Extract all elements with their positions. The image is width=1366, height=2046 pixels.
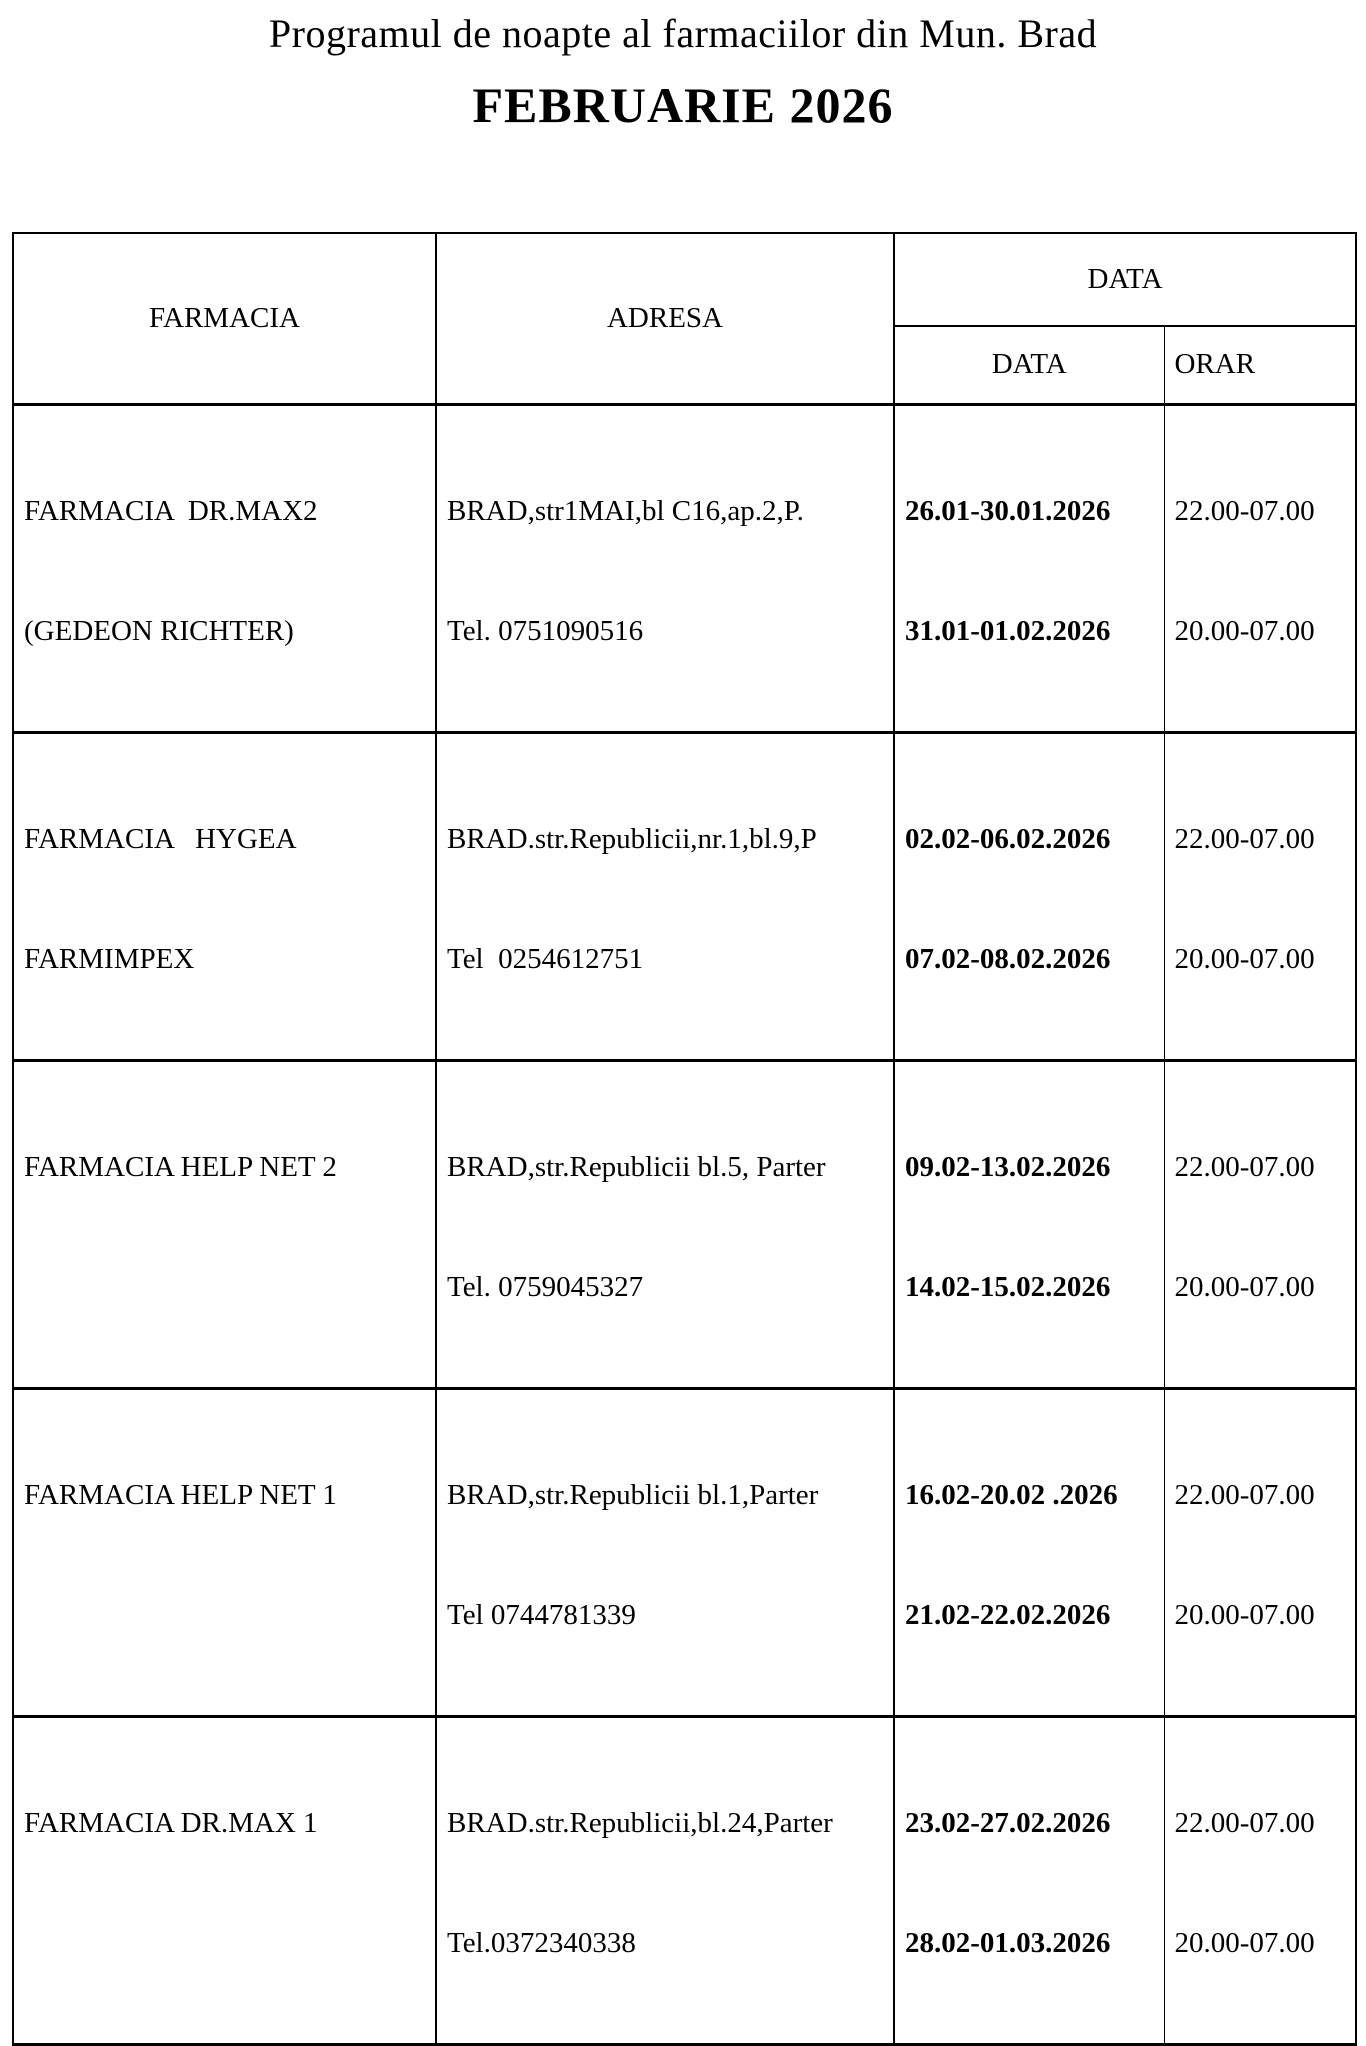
pharmacy-name-line: FARMACIA HELP NET 2 [24, 1150, 337, 1183]
date-range-line: 28.02-01.03.2026 [905, 1926, 1111, 1959]
address-cell [436, 732, 894, 1060]
column-header-orar: ORAR [1164, 326, 1356, 404]
table-header [13, 233, 1356, 404]
table-row [13, 1716, 1356, 2044]
hours-line: 22.00-07.00 [1174, 1150, 1315, 1183]
date-range-cell [894, 1716, 1164, 2044]
address-line: BRAD.str.Republicii,bl.24,Parter [447, 1806, 833, 1839]
date-range-line: 21.02-22.02.2026 [905, 1598, 1111, 1631]
hours-line: 22.00-07.00 [1174, 1478, 1315, 1511]
address-line: BRAD,str1MAI,bl C16,ap.2,P. [447, 494, 804, 527]
date-range-line: 14.02-15.02.2026 [905, 1270, 1111, 1303]
hours-cell [1164, 404, 1356, 732]
table-body [13, 404, 1356, 2044]
pharmacy-name-cell [13, 1716, 436, 2044]
hours-line: 22.00-07.00 [1174, 1806, 1315, 1839]
phone-line: Tel. 0751090516 [447, 614, 644, 647]
date-range-line: 26.01-30.01.2026 [905, 494, 1111, 527]
table-row [13, 732, 1356, 1060]
hours-cell [1164, 1716, 1356, 2044]
address-cell [436, 404, 894, 732]
address-line: BRAD,str.Republicii bl.1,Parter [447, 1478, 819, 1511]
header-row-group [13, 233, 1356, 326]
page-subtitle: FEBRUARIE 2026 [472, 77, 894, 133]
column-header-data-group: DATA [894, 233, 1356, 326]
hours-line: 20.00-07.00 [1174, 614, 1315, 647]
hours-line: 20.00-07.00 [1174, 1270, 1315, 1303]
hours-cell [1164, 1060, 1356, 1388]
pharmacy-name-cell [13, 1388, 436, 1716]
hours-cell [1164, 732, 1356, 1060]
hours-line: 20.00-07.00 [1174, 942, 1315, 975]
date-range-cell [894, 1388, 1164, 1716]
date-range-cell [894, 1060, 1164, 1388]
hours-line: 22.00-07.00 [1174, 494, 1315, 527]
pharmacy-name-line: FARMIMPEX [24, 942, 195, 975]
date-range-line: 02.02-06.02.2026 [905, 822, 1111, 855]
hours-line: 22.00-07.00 [1174, 822, 1315, 855]
pharmacy-name-line: FARMACIA DR.MAX 1 [24, 1806, 318, 1839]
hours-line: 20.00-07.00 [1174, 1926, 1315, 1959]
address-cell [436, 1060, 894, 1388]
hours-line: 20.00-07.00 [1174, 1598, 1315, 1631]
date-range-line: 16.02-20.02 .2026 [905, 1478, 1118, 1511]
date-range-line: 07.02-08.02.2026 [905, 942, 1111, 975]
address-line: BRAD,str.Republicii bl.5, Parter [447, 1150, 826, 1183]
column-header-adresa: ADRESA [436, 233, 894, 404]
date-range-cell [894, 732, 1164, 1060]
phone-line: Tel 0254612751 [447, 942, 644, 975]
pharmacy-schedule-table [12, 232, 1357, 2046]
date-range-line: 31.01-01.02.2026 [905, 614, 1111, 647]
table-row [13, 1060, 1356, 1388]
pharmacy-name-cell [13, 1060, 436, 1388]
phone-line: Tel 0744781339 [447, 1598, 636, 1631]
pharmacy-name-line: FARMACIA HYGEA [24, 822, 297, 855]
date-range-line: 23.02-27.02.2026 [905, 1806, 1111, 1839]
pharmacy-name-cell [13, 732, 436, 1060]
pharmacy-name-cell [13, 404, 436, 732]
pharmacy-name-line: FARMACIA HELP NET 1 [24, 1478, 337, 1511]
address-cell [436, 1716, 894, 2044]
pharmacy-name-line: FARMACIA DR.MAX2 [24, 494, 318, 527]
column-header-farmacia: FARMACIA [13, 233, 436, 404]
pharmacy-name-line: (GEDEON RICHTER) [24, 614, 294, 647]
date-range-cell [894, 404, 1164, 732]
table-row [13, 404, 1356, 732]
column-header-data: DATA [894, 326, 1164, 404]
phone-line: Tel. 0759045327 [447, 1270, 644, 1303]
hours-cell [1164, 1388, 1356, 1716]
date-range-line: 09.02-13.02.2026 [905, 1150, 1111, 1183]
phone-line: Tel.0372340338 [447, 1926, 636, 1959]
address-cell [436, 1388, 894, 1716]
address-line: BRAD.str.Republicii,nr.1,bl.9,P [447, 822, 817, 855]
page-title: Programul de noapte al farmaciilor din Mun. Brad [268, 11, 1098, 56]
table-row [13, 1388, 1356, 1716]
